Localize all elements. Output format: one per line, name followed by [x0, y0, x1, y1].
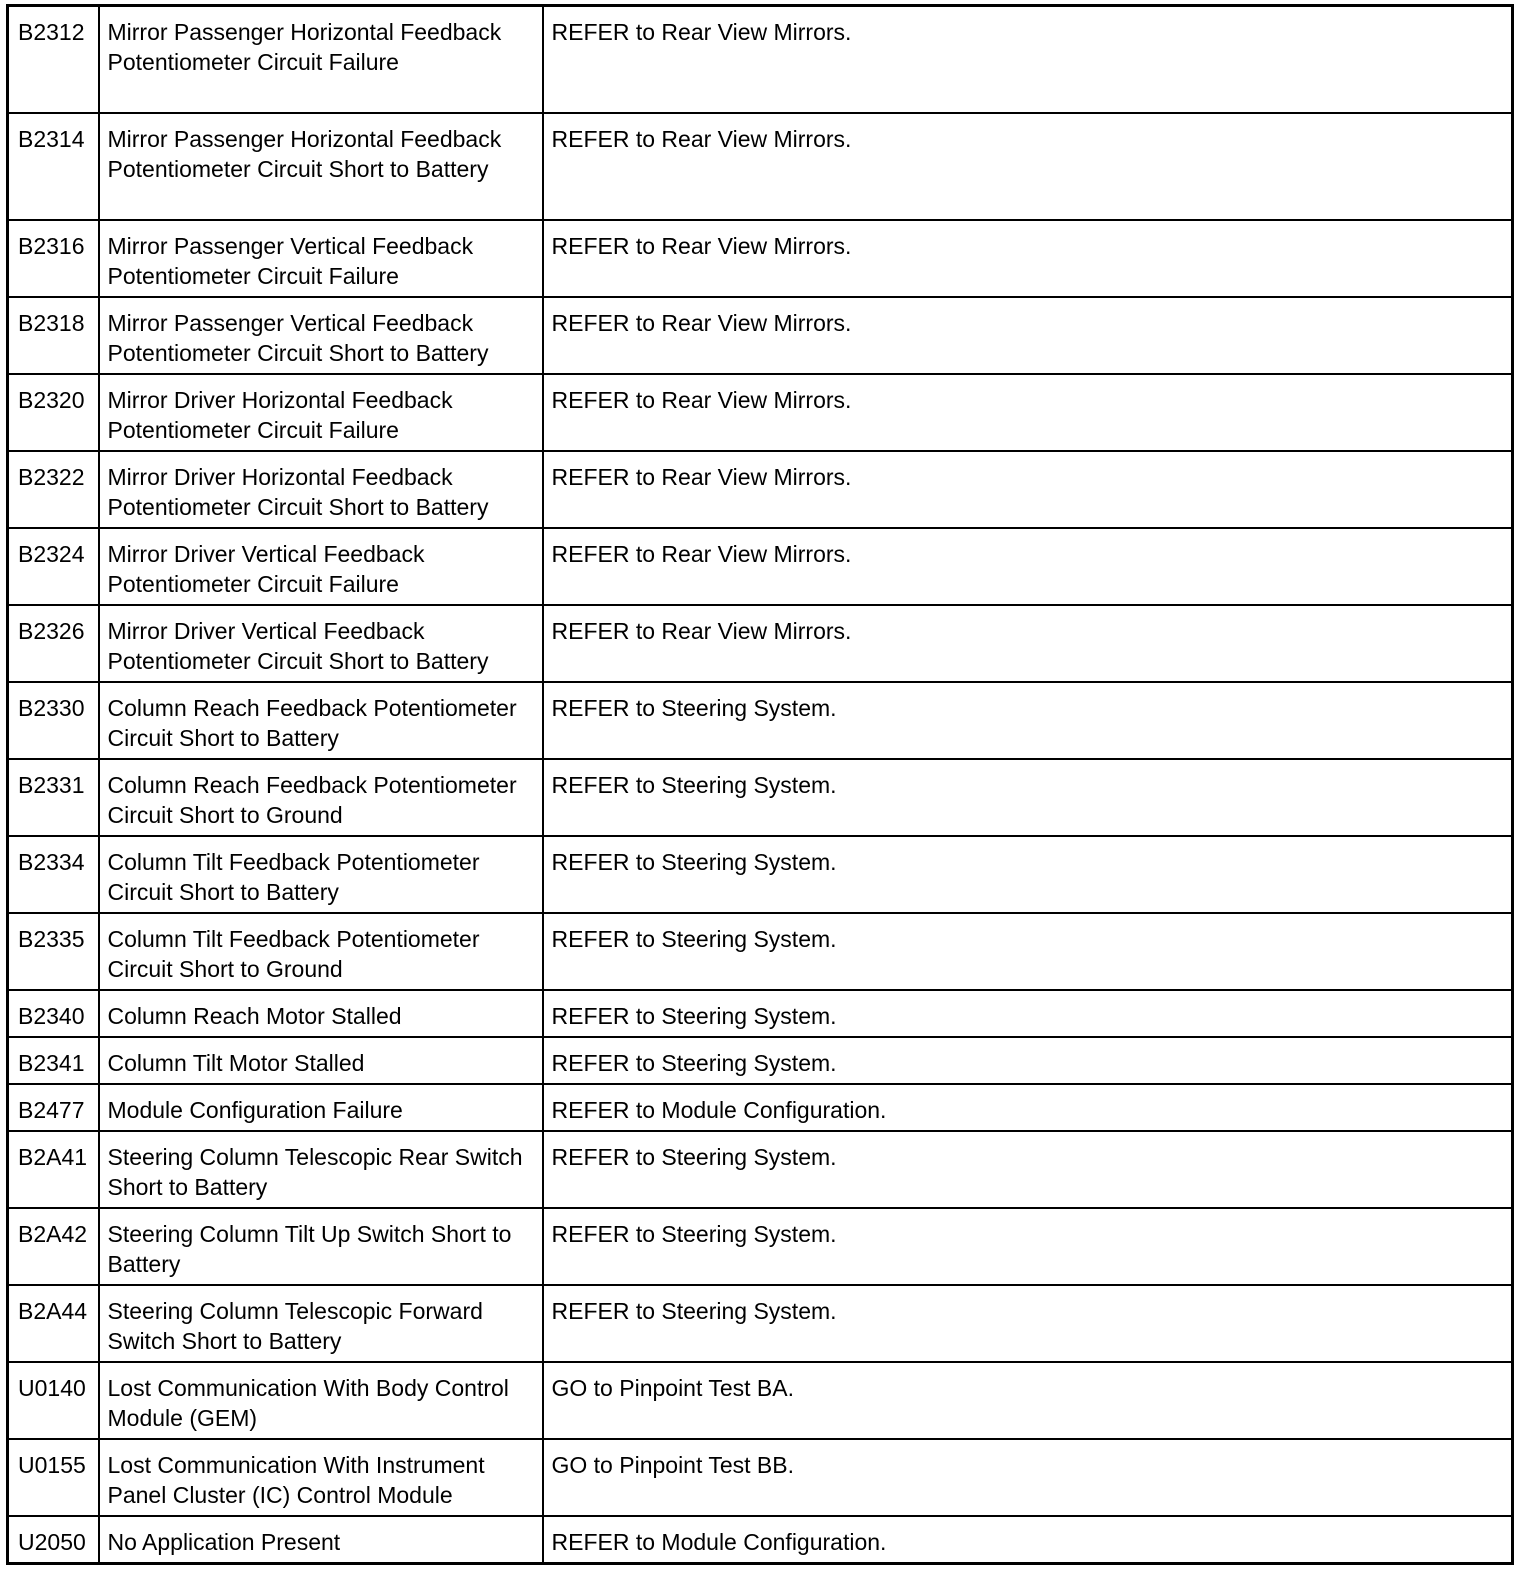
dtc-description: Column Reach Feedback Potentiometer Circuit Short to Ground	[99, 759, 543, 836]
dtc-description: Mirror Passenger Vertical Feedback Potentiometer Circuit Failure	[99, 220, 543, 297]
dtc-action: REFER to Rear View Mirrors.	[543, 6, 1513, 113]
table-row	[8, 220, 1513, 297]
dtc-code: B2341	[8, 1037, 99, 1084]
dtc-code: B2320	[8, 374, 99, 451]
dtc-code: U0140	[8, 1362, 99, 1439]
table-row	[8, 528, 1513, 605]
table-row	[8, 297, 1513, 374]
dtc-description: No Application Present	[99, 1516, 543, 1564]
dtc-code: B2314	[8, 113, 99, 220]
table-row	[8, 1084, 1513, 1131]
dtc-code: B2330	[8, 682, 99, 759]
dtc-description: Lost Communication With Body Control Module (GEM)	[99, 1362, 543, 1439]
dtc-code: B2A42	[8, 1208, 99, 1285]
dtc-action: REFER to Rear View Mirrors.	[543, 451, 1513, 528]
table-row	[8, 1439, 1513, 1516]
dtc-action: REFER to Steering System.	[543, 759, 1513, 836]
table-row	[8, 759, 1513, 836]
dtc-code: B2A41	[8, 1131, 99, 1208]
dtc-action: REFER to Rear View Mirrors.	[543, 605, 1513, 682]
dtc-action: REFER to Steering System.	[543, 990, 1513, 1037]
dtc-code: B2335	[8, 913, 99, 990]
dtc-code: B2318	[8, 297, 99, 374]
dtc-action: REFER to Steering System.	[543, 1285, 1513, 1362]
dtc-code: U2050	[8, 1516, 99, 1564]
dtc-action: REFER to Steering System.	[543, 836, 1513, 913]
dtc-action: REFER to Rear View Mirrors.	[543, 528, 1513, 605]
dtc-description: Column Tilt Feedback Potentiometer Circuit Short to Battery	[99, 836, 543, 913]
dtc-code: B2322	[8, 451, 99, 528]
dtc-description: Column Reach Feedback Potentiometer Circuit Short to Battery	[99, 682, 543, 759]
dtc-code: B2334	[8, 836, 99, 913]
table-row	[8, 1131, 1513, 1208]
dtc-description: Steering Column Telescopic Forward Switch Short to Battery	[99, 1285, 543, 1362]
dtc-action: REFER to Steering System.	[543, 682, 1513, 759]
table-row	[8, 1362, 1513, 1439]
dtc-description: Mirror Passenger Vertical Feedback Potentiometer Circuit Short to Battery	[99, 297, 543, 374]
dtc-description: Mirror Driver Horizontal Feedback Potentiometer Circuit Failure	[99, 374, 543, 451]
table-row	[8, 6, 1513, 113]
dtc-code: B2312	[8, 6, 99, 113]
dtc-action: REFER to Module Configuration.	[543, 1084, 1513, 1131]
dtc-table-body	[8, 6, 1513, 1564]
dtc-code: B2477	[8, 1084, 99, 1131]
dtc-description: Mirror Driver Vertical Feedback Potentiometer Circuit Failure	[99, 528, 543, 605]
dtc-description: Module Configuration Failure	[99, 1084, 543, 1131]
dtc-description: Mirror Driver Horizontal Feedback Potentiometer Circuit Short to Battery	[99, 451, 543, 528]
dtc-action: REFER to Steering System.	[543, 1208, 1513, 1285]
table-row	[8, 913, 1513, 990]
dtc-action: REFER to Rear View Mirrors.	[543, 374, 1513, 451]
dtc-action: GO to Pinpoint Test BB.	[543, 1439, 1513, 1516]
dtc-code: B2340	[8, 990, 99, 1037]
dtc-action: REFER to Module Configuration.	[543, 1516, 1513, 1564]
dtc-action: GO to Pinpoint Test BA.	[543, 1362, 1513, 1439]
dtc-description: Column Tilt Feedback Potentiometer Circuit Short to Ground	[99, 913, 543, 990]
dtc-action: REFER to Rear View Mirrors.	[543, 220, 1513, 297]
dtc-action: REFER to Steering System.	[543, 913, 1513, 990]
table-row	[8, 990, 1513, 1037]
dtc-action: REFER to Rear View Mirrors.	[543, 113, 1513, 220]
table-row	[8, 605, 1513, 682]
dtc-action: REFER to Steering System.	[543, 1131, 1513, 1208]
dtc-description: Mirror Passenger Horizontal Feedback Potentiometer Circuit Failure	[99, 6, 543, 113]
dtc-code: B2331	[8, 759, 99, 836]
dtc-description: Mirror Driver Vertical Feedback Potentiometer Circuit Short to Battery	[99, 605, 543, 682]
dtc-code: B2A44	[8, 1285, 99, 1362]
dtc-code: B2326	[8, 605, 99, 682]
dtc-description: Lost Communication With Instrument Panel Cluster (IC) Control Module	[99, 1439, 543, 1516]
dtc-action: REFER to Steering System.	[543, 1037, 1513, 1084]
table-row	[8, 682, 1513, 759]
dtc-action: REFER to Rear View Mirrors.	[543, 297, 1513, 374]
dtc-code: B2316	[8, 220, 99, 297]
dtc-description: Mirror Passenger Horizontal Feedback Potentiometer Circuit Short to Battery	[99, 113, 543, 220]
table-row	[8, 1037, 1513, 1084]
table-row	[8, 1208, 1513, 1285]
table-row	[8, 1285, 1513, 1362]
dtc-description: Steering Column Tilt Up Switch Short to Battery	[99, 1208, 543, 1285]
table-row	[8, 1516, 1513, 1564]
dtc-table	[6, 4, 1514, 1565]
table-row	[8, 836, 1513, 913]
table-row	[8, 113, 1513, 220]
dtc-description: Column Reach Motor Stalled	[99, 990, 543, 1037]
dtc-description: Steering Column Telescopic Rear Switch Short to Battery	[99, 1131, 543, 1208]
dtc-description: Column Tilt Motor Stalled	[99, 1037, 543, 1084]
table-row	[8, 451, 1513, 528]
dtc-code: U0155	[8, 1439, 99, 1516]
dtc-code: B2324	[8, 528, 99, 605]
table-row	[8, 374, 1513, 451]
